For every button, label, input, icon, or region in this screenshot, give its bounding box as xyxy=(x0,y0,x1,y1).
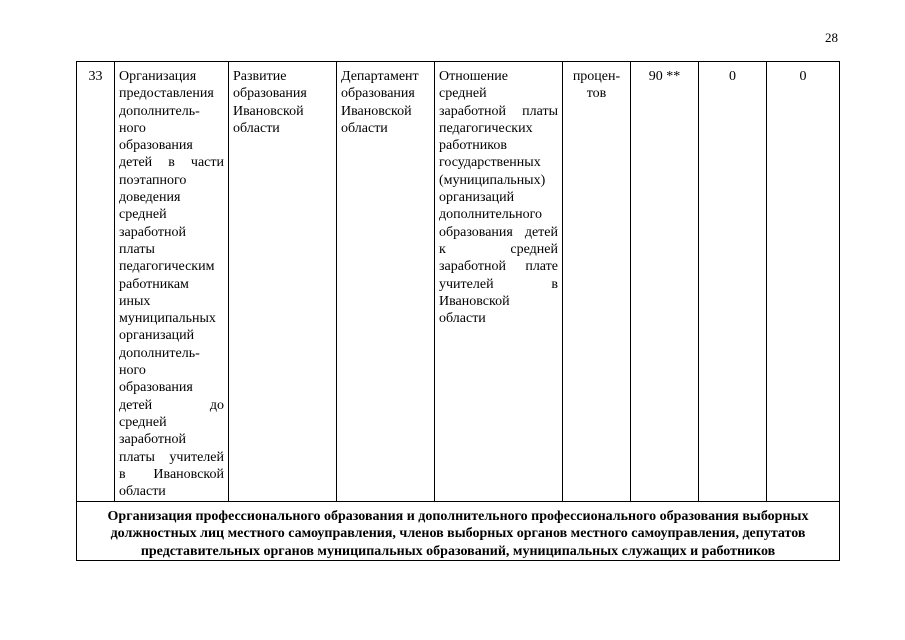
cell-line: детей до xyxy=(119,397,224,413)
program-name xyxy=(229,62,337,502)
indicator-description xyxy=(435,62,563,502)
cell-line: организаций xyxy=(119,328,195,344)
cell-line: процен- xyxy=(572,69,621,84)
cell-line: ного xyxy=(119,363,146,379)
cell-line: иных xyxy=(119,293,151,309)
cell-line: заработной плате xyxy=(439,259,558,275)
cell-line: дополнитель- xyxy=(119,345,200,361)
measure-name xyxy=(115,62,229,502)
cell-line: области xyxy=(119,484,166,500)
cell-line: организаций xyxy=(439,190,515,206)
unit-of-measure xyxy=(563,62,631,502)
unit-text xyxy=(567,68,626,103)
program-name-text xyxy=(233,68,332,137)
cell-line: детей в части xyxy=(119,155,224,171)
cell-line: тов xyxy=(586,86,607,102)
cell-line: государственных xyxy=(439,155,541,171)
target-value-1: 90 ** xyxy=(631,62,699,502)
cell-line: дополнитель- xyxy=(119,103,200,119)
cell-line: педагогическим xyxy=(119,259,215,275)
cell-line: ного xyxy=(119,120,146,136)
cell-line: образования xyxy=(233,86,307,102)
cell-line: в Ивановской xyxy=(119,466,224,482)
cell-line: дополнительного xyxy=(439,207,542,223)
cell-line: Ивановской xyxy=(439,293,510,309)
cell-line: заработной xyxy=(119,432,186,448)
cell-line: образования xyxy=(341,86,415,102)
responsible-department xyxy=(337,62,435,502)
cell-line: (муниципальных) xyxy=(439,172,546,188)
cell-line: платы xyxy=(119,241,155,257)
cell-line: Организация xyxy=(119,69,197,84)
cell-line: области xyxy=(233,120,280,136)
cell-line: средней xyxy=(439,86,487,102)
target-value-2: 0 xyxy=(699,62,767,502)
cell-line: образования детей xyxy=(439,224,558,240)
cell-line: к средней xyxy=(439,241,558,257)
table-row xyxy=(77,62,840,502)
section-title: Организация профессионального образования и дополнительного профессионального образования выборных должностных лиц местного самоуправления, членов выборных органов местного самоуправления, депутатов представительных органов муниципальных образований, муниципальных служащих и работников xyxy=(77,502,840,561)
cell-line: области xyxy=(439,311,486,327)
cell-line: поэтапного xyxy=(119,172,187,188)
cell-line: Отношение xyxy=(439,69,508,84)
target-value-3: 0 xyxy=(767,62,840,502)
cell-line: заработной xyxy=(119,224,186,240)
cell-line: Ивановской xyxy=(341,103,412,119)
cell-line: работников xyxy=(439,138,507,154)
page-number: 28 xyxy=(825,30,838,45)
section-header-row xyxy=(77,502,840,561)
cell-line: Ивановской xyxy=(233,103,304,119)
cell-line: Развитие xyxy=(233,69,287,84)
cell-line: платы учителей xyxy=(119,449,224,465)
department-text xyxy=(341,68,430,137)
cell-line: учителей в xyxy=(439,276,558,292)
row-number: 33 xyxy=(77,62,115,502)
cell-line: средней xyxy=(119,207,167,223)
cell-line: Департамент xyxy=(341,69,419,84)
indicator-text xyxy=(439,68,558,327)
cell-line: муниципальных xyxy=(119,311,216,327)
cell-line: доведения xyxy=(119,190,181,206)
cell-line: средней xyxy=(119,414,167,430)
program-table xyxy=(76,61,840,561)
cell-line: образования xyxy=(119,380,193,396)
cell-line: педагогических xyxy=(439,120,533,136)
cell-line: заработной платы xyxy=(439,103,558,119)
cell-line: работникам xyxy=(119,276,189,292)
cell-line: области xyxy=(341,120,388,136)
measure-name-text xyxy=(119,68,224,500)
cell-line: образования xyxy=(119,138,193,154)
cell-line: предоставления xyxy=(119,86,214,102)
